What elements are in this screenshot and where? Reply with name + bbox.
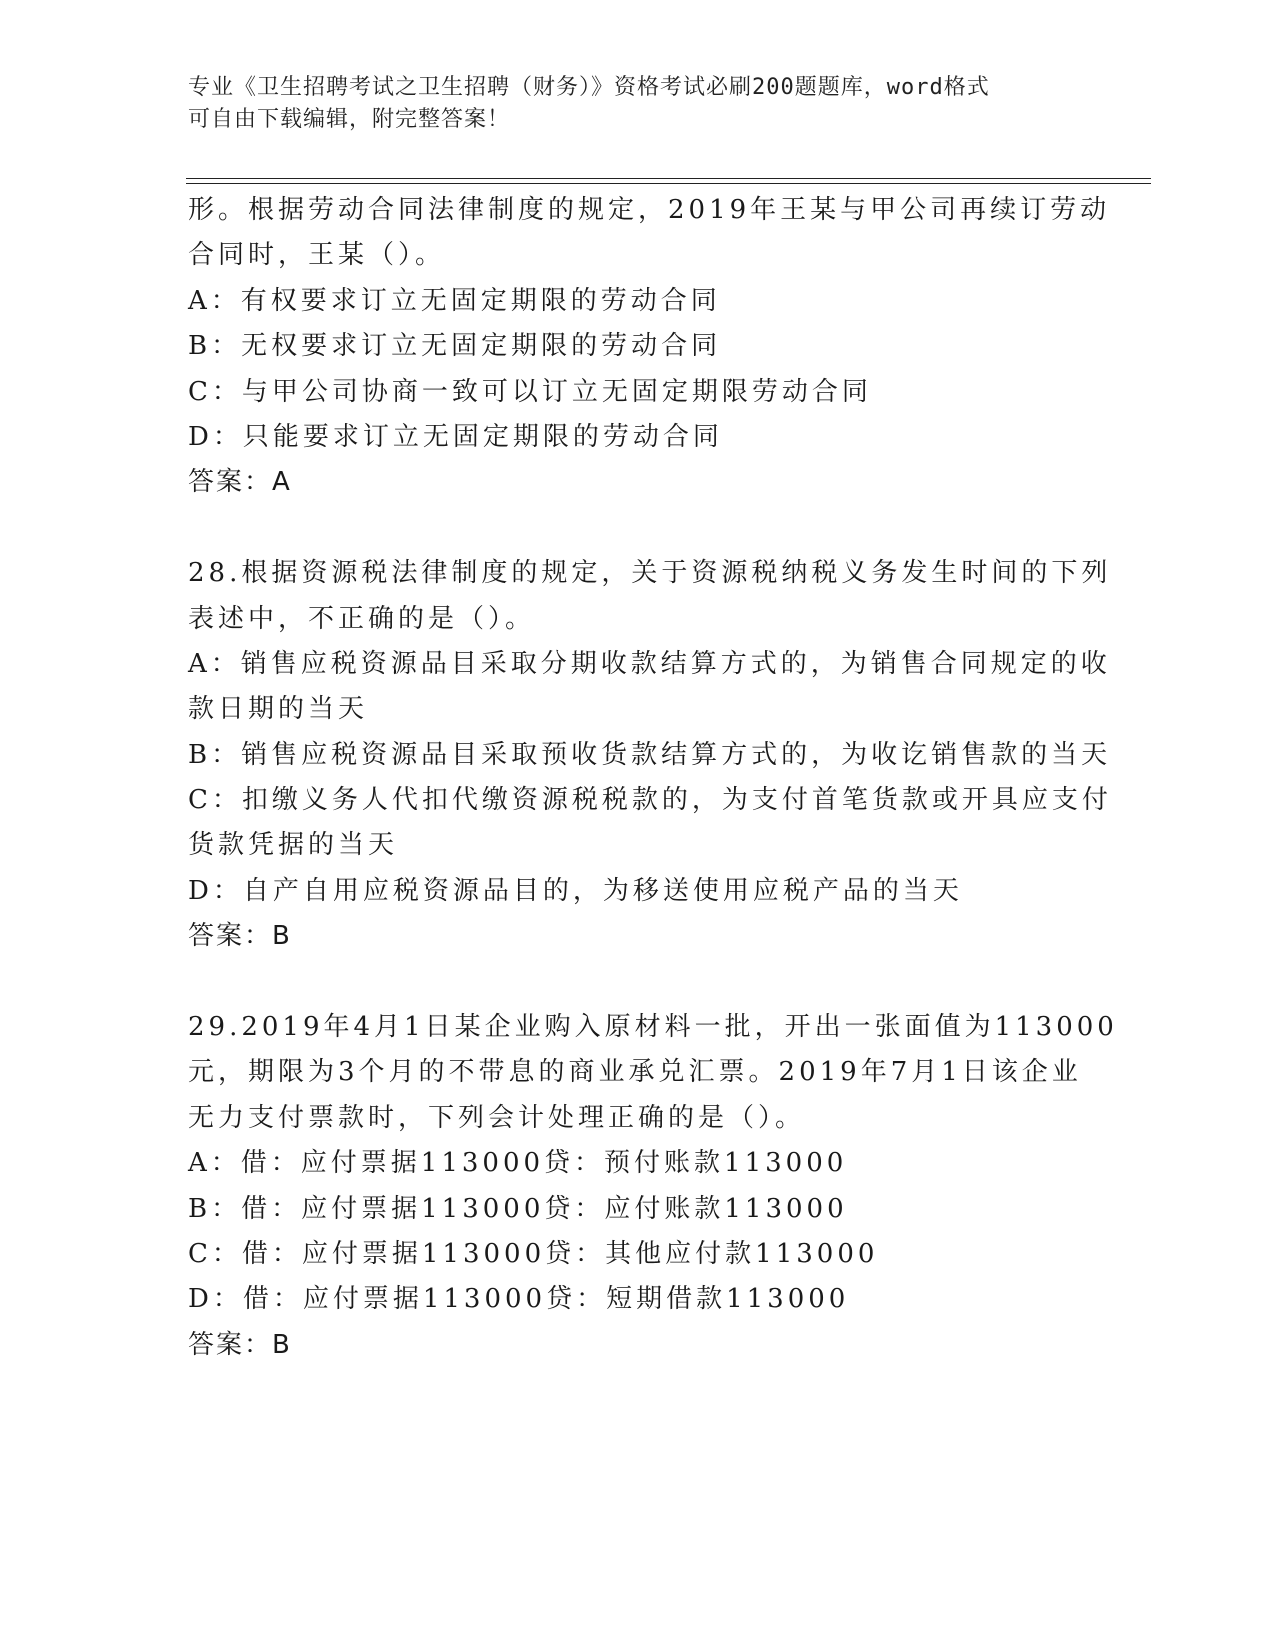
spacer bbox=[188, 960, 1088, 1005]
spacer bbox=[188, 506, 1088, 551]
option-b: B：无权要求订立无固定期限的劳动合同 bbox=[188, 331, 722, 362]
option-a: A：借：应付票据113000贷：预付账款113000 bbox=[188, 1148, 848, 1179]
option-c: C：扣缴义务人代扣代缴资源税税款的，为支付首笔货款或开具应支付 bbox=[188, 785, 1112, 816]
option-d: D：只能要求订立无固定期限的劳动合同 bbox=[188, 421, 723, 452]
option-c: C：与甲公司协商一致可以订立无固定期限劳动合同 bbox=[188, 376, 872, 407]
header-line-2: 可自由下载编辑，附完整答案！ bbox=[188, 107, 511, 132]
question-stem: 表述中，不正确的是（）。 bbox=[188, 603, 536, 634]
option-a: A：有权要求订立无固定期限的劳动合同 bbox=[188, 285, 721, 316]
header-rule-bottom bbox=[186, 183, 1151, 184]
option-d: D：借：应付票据113000贷：短期借款113000 bbox=[188, 1284, 850, 1315]
question-stem: 形。根据劳动合同法律制度的规定，2019年王某与甲公司再续订劳动 bbox=[188, 195, 1111, 225]
answer: 答案：B bbox=[188, 1329, 292, 1360]
page-content bbox=[188, 188, 1118, 1368]
question-27 bbox=[188, 188, 1111, 506]
page-header bbox=[188, 72, 1068, 136]
question-stem: 29.2019年4月1日某企业购入原材料一批，开出一张面值为113000 bbox=[188, 1012, 1118, 1043]
option-d: D：自产自用应税资源品目的，为移送使用应税产品的当天 bbox=[188, 875, 963, 906]
header-rule-top bbox=[186, 178, 1151, 179]
answer: 答案：B bbox=[188, 921, 292, 952]
question-28 bbox=[188, 551, 1112, 960]
option-c: C：借：应付票据113000贷：其他应付款113000 bbox=[188, 1238, 879, 1269]
option-b: B：借：应付票据113000贷：应付账款113000 bbox=[188, 1193, 848, 1224]
question-stem: 合同时，王某（）。 bbox=[188, 240, 446, 271]
option-a-cont: 款日期的当天 bbox=[188, 694, 369, 725]
question-stem: 28.根据资源税法律制度的规定，关于资源税纳税义务发生时间的下列 bbox=[188, 558, 1112, 589]
question-stem: 无力支付票款时，下列会计处理正确的是（）。 bbox=[188, 1102, 806, 1133]
answer: 答案：A bbox=[188, 467, 292, 498]
option-a: A：销售应税资源品目采取分期收款结算方式的，为销售合同规定的收 bbox=[188, 648, 1111, 679]
question-29 bbox=[188, 1005, 1118, 1368]
option-b: B：销售应税资源品目采取预收货款结算方式的，为收讫销售款的当天 bbox=[188, 739, 1112, 770]
option-c-cont: 货款凭据的当天 bbox=[188, 830, 399, 861]
question-stem: 元，期限为3个月的不带息的商业承兑汇票。2019年7月1日该企业 bbox=[188, 1057, 1082, 1088]
header-line-1: 专业《卫生招聘考试之卫生招聘（财务）》资格考试必刷200题题库，word格式 bbox=[188, 75, 990, 100]
